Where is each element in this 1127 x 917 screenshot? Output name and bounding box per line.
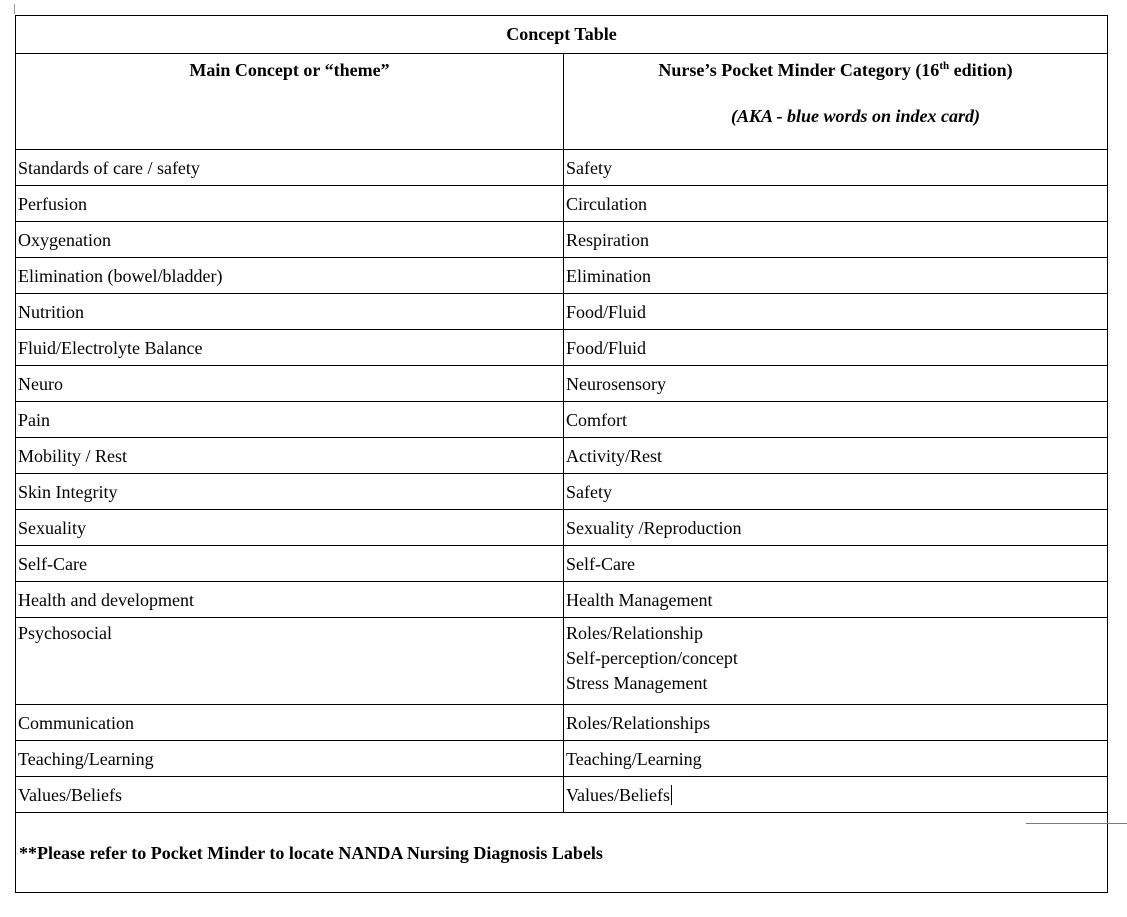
header-main-concept: Main Concept or “theme”	[16, 54, 564, 150]
category-line: Self-perception/concept	[566, 648, 738, 668]
concept-cell[interactable]: Teaching/Learning	[16, 741, 564, 777]
title-row	[16, 16, 1108, 54]
concept-cell[interactable]: Health and development	[16, 582, 564, 618]
concept-cell[interactable]: Pain	[16, 402, 564, 438]
concept-cell[interactable]: Communication	[16, 705, 564, 741]
category-cell[interactable]: Self-Care	[564, 546, 1108, 582]
header-category-prefix: Nurse’s Pocket Minder Category (16	[658, 60, 940, 80]
header-category	[564, 54, 1108, 150]
margin-rule	[1026, 823, 1127, 824]
category-text: Values/Beliefs	[566, 785, 670, 805]
table-row	[16, 618, 1108, 705]
category-cell[interactable]	[564, 618, 1108, 705]
table-row	[16, 366, 1108, 402]
concept-cell[interactable]: Perfusion	[16, 186, 564, 222]
table-row	[16, 222, 1108, 258]
category-cell[interactable]: Safety	[564, 150, 1108, 186]
text-cursor	[671, 785, 672, 805]
category-cell[interactable]: Elimination	[564, 258, 1108, 294]
category-cell[interactable]: Neurosensory	[564, 366, 1108, 402]
concept-cell[interactable]: Standards of care / safety	[16, 150, 564, 186]
header-category-superscript: th	[939, 60, 950, 72]
footer-row	[16, 813, 1108, 893]
table-row	[16, 294, 1108, 330]
category-cell[interactable]: Comfort	[564, 402, 1108, 438]
table-row	[16, 582, 1108, 618]
concept-cell[interactable]: Skin Integrity	[16, 474, 564, 510]
table-row	[16, 510, 1108, 546]
table-row	[16, 258, 1108, 294]
category-cell[interactable]	[564, 777, 1108, 813]
header-category-aka: (AKA - blue words on index card)	[730, 106, 981, 126]
concept-cell[interactable]: Mobility / Rest	[16, 438, 564, 474]
table-row	[16, 474, 1108, 510]
category-cell[interactable]: Roles/Relationships	[564, 705, 1108, 741]
table-row	[16, 777, 1108, 813]
concept-cell[interactable]: Nutrition	[16, 294, 564, 330]
category-cell[interactable]: Circulation	[564, 186, 1108, 222]
table-row	[16, 546, 1108, 582]
table-row	[16, 402, 1108, 438]
category-cell[interactable]: Safety	[564, 474, 1108, 510]
table-row	[16, 438, 1108, 474]
category-line: Roles/Relationship	[566, 623, 703, 643]
concept-cell[interactable]: Neuro	[16, 366, 564, 402]
category-cell[interactable]: Respiration	[564, 222, 1108, 258]
concept-cell[interactable]: Values/Beliefs	[16, 777, 564, 813]
header-category-suffix: edition)	[949, 60, 1013, 80]
page-margin-mark	[14, 4, 15, 14]
footer-note: **Please refer to Pocket Minder to locate NANDA Nursing Diagnosis Labels	[16, 813, 1108, 893]
header-category-title	[564, 60, 1107, 106]
header-row	[16, 54, 1108, 150]
table-row	[16, 330, 1108, 366]
concept-cell[interactable]: Psychosocial	[16, 618, 564, 705]
concept-cell[interactable]: Self-Care	[16, 546, 564, 582]
table-row	[16, 705, 1108, 741]
concept-table	[15, 15, 1108, 893]
table-row	[16, 150, 1108, 186]
category-cell[interactable]: Food/Fluid	[564, 294, 1108, 330]
category-cell[interactable]: Sexuality /Reproduction	[564, 510, 1108, 546]
category-cell[interactable]: Food/Fluid	[564, 330, 1108, 366]
category-cell[interactable]: Teaching/Learning	[564, 741, 1108, 777]
category-cell[interactable]: Health Management	[564, 582, 1108, 618]
concept-cell[interactable]: Fluid/Electrolyte Balance	[16, 330, 564, 366]
category-cell[interactable]: Activity/Rest	[564, 438, 1108, 474]
concept-cell[interactable]: Sexuality	[16, 510, 564, 546]
concept-cell[interactable]: Elimination (bowel/bladder)	[16, 258, 564, 294]
table-title: Concept Table	[16, 16, 1108, 54]
concept-cell[interactable]: Oxygenation	[16, 222, 564, 258]
table-row	[16, 186, 1108, 222]
category-line: Stress Management	[566, 673, 708, 693]
table-row	[16, 741, 1108, 777]
